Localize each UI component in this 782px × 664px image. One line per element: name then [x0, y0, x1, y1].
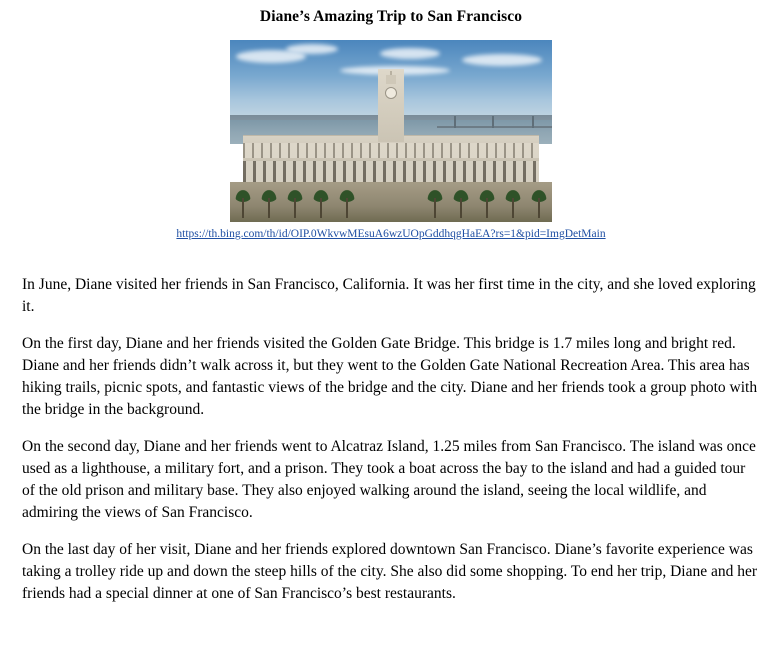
- ferry-building-windows: [243, 143, 539, 158]
- palm-tree: [338, 184, 356, 218]
- palm-tree: [530, 184, 548, 218]
- paragraph-4: On the last day of her visit, Diane and her friends explored downtown San Francisco. Diane’s favorite experience was taking a trolley ride up and down the steep hills of the city. She also did some shopping. To end her trip, Diane and her friends had a special dinner at one of San Francisco’s best restaurants.: [22, 541, 758, 602]
- image-source-link[interactable]: https://th.bing.com/th/id/OIP.0WkvwMEsuA6wzUOpGddhqgHaEA?rs=1&pid=ImgDetMain: [176, 228, 606, 240]
- document-body: [22, 274, 760, 605]
- bridge-tower: [492, 116, 494, 128]
- cloud: [286, 44, 338, 54]
- palm-trees: [230, 164, 552, 222]
- figure-caption: [0, 228, 782, 240]
- palm-tree: [234, 184, 252, 218]
- bridge-tower: [454, 116, 456, 128]
- palm-tree: [452, 184, 470, 218]
- palm-tree: [478, 184, 496, 218]
- cloud: [462, 54, 542, 66]
- paragraph-2: On the first day, Diane and her friends visited the Golden Gate Bridge. This bridge is 1.7 miles long and bright red. Diane and her friends didn’t walk across it, but they went to the Golden Gate National Recreation Area. This area has hiking trails, picnic spots, and fantastic views of the bridge and the city. Diane and her friends took a group photo with the bridge in the background.: [22, 335, 758, 418]
- palm-tree: [312, 184, 330, 218]
- tower-cupola: [386, 75, 396, 84]
- palm-tree: [286, 184, 304, 218]
- palm-tree: [260, 184, 278, 218]
- san-francisco-ferry-building-photo: [230, 40, 552, 222]
- palm-tree: [504, 184, 522, 218]
- bridge-tower: [532, 116, 534, 128]
- palm-tree: [426, 184, 444, 218]
- document-page: [0, 8, 782, 664]
- page-title: Diane’s Amazing Trip to San Francisco: [259, 8, 523, 25]
- figure: [0, 40, 782, 240]
- cloud: [380, 48, 440, 59]
- paragraph-1: In June, Diane visited her friends in San Francisco, California. It was her first time in the city, and she loved exploring it.: [22, 276, 756, 315]
- paragraph-3: On the second day, Diane and her friends went to Alcatraz Island, 1.25 miles from San Francisco. The island was once used as a lighthouse, a military fort, and a prison. They took a boat across the bay to the island and had a guided tour of the old prison and military base. They also enjoyed walking around the island, seeing the local wildlife, and admiring the views of San Francisco.: [22, 438, 756, 521]
- clock-face-icon: [385, 87, 397, 99]
- bay-bridge: [437, 116, 552, 134]
- clock-tower: [378, 69, 404, 142]
